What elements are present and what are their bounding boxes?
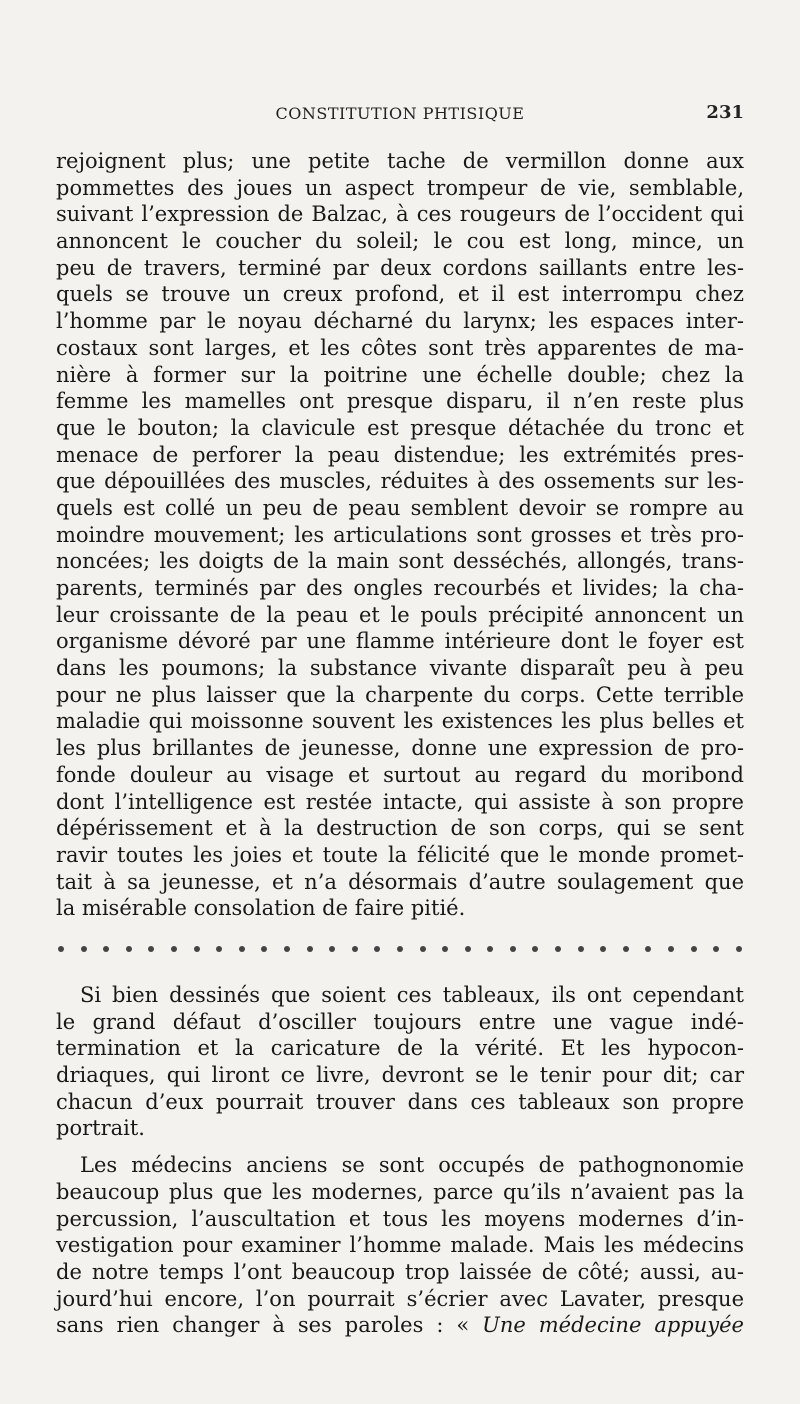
separator-dot: [216, 946, 222, 952]
text-line: costaux sont larges, et les côtes sont très apparentes de ma-: [56, 335, 744, 360]
text-line: vestigation pour examiner l’homme malade. Mais les médecins: [56, 1233, 744, 1258]
text-line: menace de perforer la peau distendue; les extrémités pres-: [56, 442, 744, 467]
separator-dot: [81, 946, 87, 952]
separator-dot: [465, 946, 471, 952]
separator-dot: [352, 946, 358, 952]
separator-dot: [555, 946, 561, 952]
text-line: nière à former sur la poitrine une échelle double; chez la: [56, 362, 744, 387]
separator-dot: [261, 946, 267, 952]
text-italic-part: Une médecine appuyée: [482, 1313, 744, 1338]
paragraphs-2-3: [56, 982, 744, 1339]
text-line: moindre mouvement; les articulations sont grosses et très pro-: [56, 522, 744, 547]
text-line: driaques, qui liront ce livre, devront se le tenir pour dit; car: [56, 1063, 744, 1088]
text-line: pour ne plus laisser que la charpente du corps. Cette terrible: [56, 682, 744, 707]
separator-dot: [510, 946, 516, 952]
paragraph-gap: [56, 1142, 744, 1152]
separator-dot: [374, 946, 380, 952]
paragraph-1: [56, 148, 744, 922]
text-line: quels se trouve un creux profond, et il est interrompu chez: [56, 282, 744, 307]
text-line: de notre temps l’ont beaucoup trop laissée de côté; aussi, au-: [56, 1259, 744, 1284]
separator-dot: [239, 946, 245, 952]
text-line: maladie qui moissonne souvent les existences les plus belles et: [56, 709, 744, 734]
separator-dot: [442, 946, 448, 952]
text-line: quels est collé un peu de peau semblent devoir se rompre au: [56, 495, 744, 520]
text-line: l’homme par le noyau décharné du larynx; les espaces inter-: [56, 309, 744, 334]
separator-dot: [103, 946, 109, 952]
text-line: portrait.: [56, 1116, 145, 1141]
page-header: [56, 102, 744, 128]
text-plain-part: sans rien changer à ses paroles : «: [56, 1313, 483, 1338]
text-line: parents, terminés par des ongles recourbés et livides; la cha-: [56, 576, 744, 600]
text-line-with-italic: [56, 1312, 744, 1339]
separator-dot: [58, 946, 64, 952]
separator-dot: [307, 946, 313, 952]
separator-dot: [600, 946, 606, 952]
text-line: Les médecins anciens se sont occupés de pathognonomie: [80, 1153, 744, 1178]
text-line: le grand défaut d’osciller toujours entre une vague indé-: [56, 1009, 744, 1034]
text-line: chacun d’eux pourrait trouver dans ces tableaux son propre: [56, 1089, 744, 1114]
text-line: ravir toutes les joies et toute la félicité que le monde promet-: [56, 842, 744, 867]
text-line: dont l’intelligence est restée intacte, qui assiste à son propre: [56, 789, 744, 814]
text-line: que le bouton; la clavicule est presque détachée du tronc et: [56, 415, 744, 440]
separator-dot: [487, 946, 493, 952]
separator-dot: [713, 946, 719, 952]
text-line: percussion, l’auscultation et tous les moyens modernes d’in-: [56, 1206, 744, 1231]
text-line: fonde douleur au visage et surtout au regard du moribond: [56, 762, 744, 787]
separator-dot: [645, 946, 651, 952]
text-line: Si bien dessinés que soient ces tableaux, ils ont cependant: [80, 983, 744, 1007]
separator-dot: [171, 946, 177, 952]
text-line: annoncent le coucher du soleil; le cou est long, mince, un: [56, 229, 744, 254]
text-line: la misérable consolation de faire pitié.: [56, 896, 466, 921]
text-line: noncées; les doigts de la main sont desséchés, allongés, trans-: [56, 549, 744, 574]
text-line: dépérissement et à la destruction de son corps, qui se sent: [56, 816, 744, 841]
text-line: leur croissante de la peau et le pouls précipité annoncent un: [56, 602, 744, 627]
text-line: peu de travers, terminé par deux cordons saillants entre les-: [56, 255, 744, 280]
separator-dot: [329, 946, 335, 952]
separator-dot: [532, 946, 538, 952]
separator-dot: [284, 946, 290, 952]
separator-dot: [691, 946, 697, 952]
text-line: organisme dévoré par une flamme intérieure dont le foyer est: [56, 629, 744, 654]
separator-dot: [126, 946, 132, 952]
running-head: CONSTITUTION PHTISIQUE: [275, 104, 525, 123]
paragraph-3: [56, 1152, 744, 1339]
text-line: pommettes des joues un aspect trompeur de vie, semblable,: [56, 175, 744, 200]
separator-dot: [397, 946, 403, 952]
text-line: beaucoup plus que les modernes, parce qu’ils n’avaient pas la: [56, 1179, 744, 1204]
separator-dot: [148, 946, 154, 952]
separator-dot: [668, 946, 674, 952]
page-number: 231: [706, 102, 744, 123]
text-line: tait à sa jeunesse, et n’a désormais d’autre soulagement que: [56, 869, 744, 894]
separator-dot: [194, 946, 200, 952]
separator-dot: [623, 946, 629, 952]
text-line: les plus brillantes de jeunesse, donne une expression de pro-: [56, 736, 744, 761]
dotted-separator: [58, 946, 742, 952]
text-line: suivant l’expression de Balzac, à ces rougeurs de l’occident qui: [56, 202, 744, 227]
separator-dot: [420, 946, 426, 952]
separator-dot: [736, 946, 742, 952]
text-line: femme les mamelles ont presque disparu, il n’en reste plus: [56, 389, 744, 414]
text-line: jourd’hui encore, l’on pourrait s’écrier avec Lavater, presque: [56, 1286, 744, 1311]
separator-dot: [578, 946, 584, 952]
text-line: dans les poumons; la substance vivante disparaît peu à peu: [56, 656, 744, 681]
text-line: rejoignent plus; une petite tache de vermillon donne aux: [56, 149, 744, 173]
text-line: termination et la caricature de la vérité. Et les hypocon-: [56, 1036, 744, 1061]
text-line: que dépouillées des muscles, réduites à des ossements sur les-: [56, 469, 744, 494]
paragraph-2: [56, 982, 744, 1142]
